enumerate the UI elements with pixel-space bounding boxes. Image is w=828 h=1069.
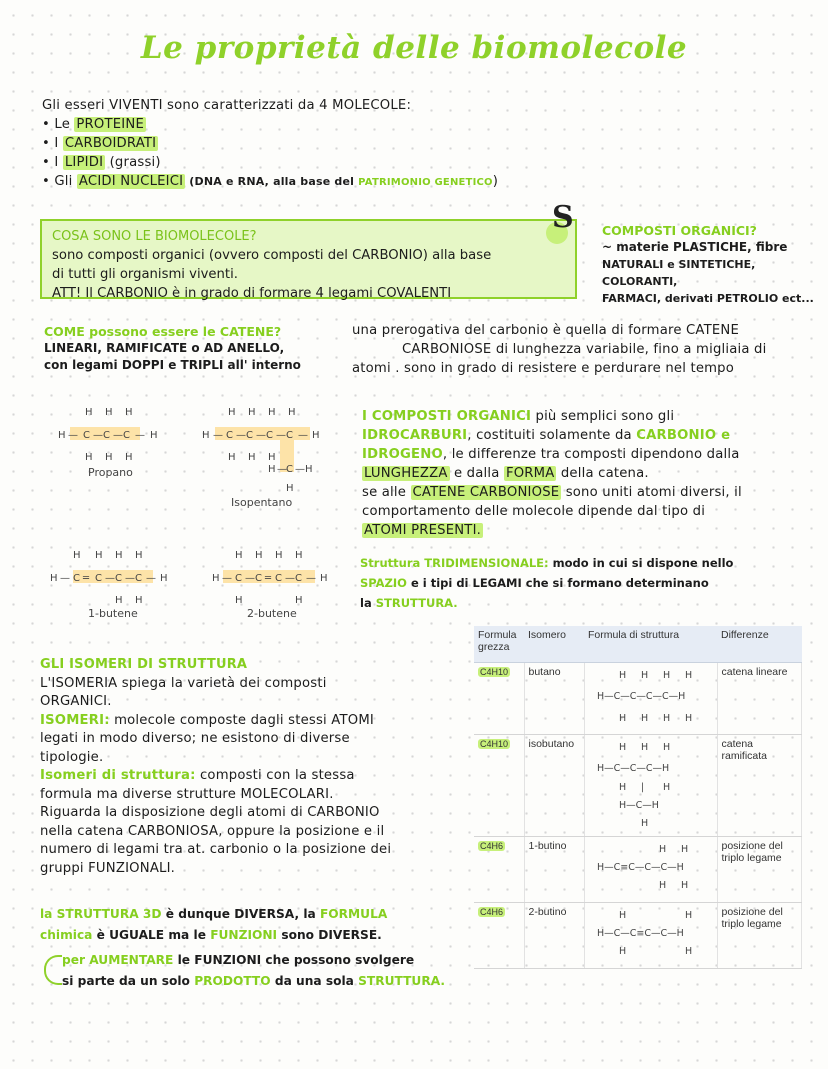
box-line1: sono composti organici (ovvero composti del CARBONIO) alla base <box>52 248 492 263</box>
svg-text:H: H <box>58 430 66 441</box>
intro-line: Gli esseri VIVENTI sono caratterizzati da 4 MOLECOLE: <box>42 98 412 113</box>
svg-text:—: — <box>146 573 156 584</box>
svg-text:H: H <box>125 452 133 463</box>
svg-text:—: — <box>113 430 123 441</box>
svg-text:H: H <box>268 407 276 418</box>
svg-text:H: H <box>212 573 220 584</box>
svg-text:C: C <box>123 430 130 441</box>
svg-text:H: H <box>295 550 303 561</box>
svg-text:—: — <box>277 464 287 475</box>
svg-text:H: H <box>288 407 296 418</box>
intro-item-lipidi: • I LIPIDI (grassi) <box>42 155 161 170</box>
propano-label: Propano <box>88 466 133 479</box>
svg-text:H—C—H: H—C—H <box>618 800 659 811</box>
prerogativa-text: una prerogativa del carbonio è quella di formare CATENE CARBONIOSE di lunghezza variabile, fino a migliaia di atomi . sono in grado di resistere e perdurare nel tempo <box>352 323 767 376</box>
table-row: C4H6 2-butino H H H—C—C≡C—C—H H H posizione del triplo legame <box>474 903 802 969</box>
svg-text:C: C <box>103 430 110 441</box>
svg-text:H: H <box>658 844 666 855</box>
svg-text:H: H <box>202 430 210 441</box>
svg-text:—: — <box>236 430 246 441</box>
intro-block <box>42 96 498 192</box>
svg-text:H: H <box>618 782 626 793</box>
svg-text:C: C <box>83 430 90 441</box>
svg-text:C: C <box>266 430 273 441</box>
svg-text:H: H <box>618 713 626 724</box>
svg-text:H: H <box>228 407 236 418</box>
svg-text:H: H <box>618 910 626 921</box>
idrocarburi-text: I COMPOSTI ORGANICI più semplici sono gli IDROCARBURI, costituiti solamente da CARBONIO e IDROGENO, le differenze tra composti dipendono dalla LUNGHEZZA e dalla FORMA della catena. se alle CATENE CARBONIOSE sono uniti atomi diversi, il comportamento delle molecole dipende dal tipo di ATOMI PRESENTI. <box>362 409 742 538</box>
butene2-molecule <box>212 550 328 620</box>
svg-text:H—C—C≡C—C—H: H—C—C≡C—C—H <box>596 928 684 939</box>
isopentano-molecule <box>202 407 320 509</box>
svg-text:H: H <box>640 713 648 724</box>
svg-text:H: H <box>125 407 133 418</box>
box-line3: ATT! Il CARBONIO è in grado di formare 4 legami COVALENTI <box>52 286 452 301</box>
svg-text:C: C <box>286 464 293 475</box>
svg-text:—: — <box>68 430 78 441</box>
table-row: C4H6 1-butino H H H—C≡C—C—C—H H H posizione del triplo legame <box>474 837 802 903</box>
svg-text:H: H <box>73 550 81 561</box>
svg-text:H: H <box>286 483 294 494</box>
svg-text:H: H <box>248 407 256 418</box>
svg-text:H: H <box>680 844 688 855</box>
svg-text:H: H <box>50 573 58 584</box>
svg-text:H: H <box>305 464 313 475</box>
svg-text:H: H <box>105 452 113 463</box>
butene1-molecule <box>50 550 168 620</box>
composti-note: COMPOSTI ORGANICI? ~ materie PLASTICHE, fibre NATURALI e SINTETICHE, COLORANTI, FARMACI, derivati PETROLIO ect... <box>602 223 814 305</box>
svg-text:—: — <box>60 573 70 584</box>
intro-item-carboidrati: • I CARBOIDRATI <box>42 136 157 151</box>
svg-text:H: H <box>658 880 666 891</box>
svg-text:C: C <box>246 430 253 441</box>
svg-text:H: H <box>160 573 168 584</box>
svg-text:—: — <box>276 430 286 441</box>
svg-text:H: H <box>618 742 626 753</box>
svg-text:H: H <box>235 595 243 606</box>
intro-item-acidi: • Gli ACIDI NUCLEICI (DNA e RNA, alla base del PATRIMONIO GENETICO) <box>42 174 499 189</box>
svg-text:H—C≡C—C—C—H: H—C≡C—C—C—H <box>596 862 684 873</box>
butene2-label: 2-butene <box>247 607 297 620</box>
svg-text:H: H <box>662 782 670 793</box>
svg-text:—: — <box>135 430 145 441</box>
col-struttura-header: Formula di struttura <box>584 626 717 663</box>
isobutano-structure <box>589 738 711 830</box>
col-isomero-header: Isomero <box>524 626 584 663</box>
svg-text:H: H <box>228 452 236 463</box>
table-row: C4H10 isobutano H H H H—C—C—C—H H | H H—C—H H catena ramificata <box>474 735 802 837</box>
svg-text:H: H <box>640 818 648 829</box>
svg-text:—: — <box>93 430 103 441</box>
svg-text:—: — <box>295 464 305 475</box>
svg-text:H: H <box>662 670 670 681</box>
svg-text:—: — <box>256 430 266 441</box>
svg-text:—: — <box>125 573 135 584</box>
s-doodle-icon: S <box>552 200 574 235</box>
svg-text:—: — <box>222 573 232 584</box>
isomeri-text: GLI ISOMERI DI STRUTTURA L'ISOMERIA spiega la varietà dei composti ORGANICI. ISOMERI: molecole composte dagli stessi ATOMI legati in modo diverso; ne esistono di diverse tipologie. Isomeri di struttura: composti con la stessa formula ma diverse strutture MOLECOLARI. Riguarda la disposizione degli atomi di CARBONIO nella catena CARBONIOSA, oppure la posizione e il numero di legami tra at. carbonio o la posizione dei gruppi FUNZIONALI. <box>40 657 392 876</box>
svg-text:H: H <box>85 452 93 463</box>
svg-text:═: ═ <box>265 573 272 584</box>
svg-text:H: H <box>684 946 692 957</box>
svg-text:═: ═ <box>83 573 90 584</box>
svg-text:H: H <box>618 670 626 681</box>
svg-text:—: — <box>298 430 308 441</box>
svg-text:H: H <box>248 452 256 463</box>
molecules-diagram <box>40 400 340 630</box>
svg-text:H—C—C—C—H: H—C—C—C—H <box>596 763 669 774</box>
struttura3d-text: Struttura TRIDIMENSIONALE: modo in cui si dispone nello SPAZIO e i tipi di LEGAMI che si formano determinano la STRUTTURA. <box>360 556 734 610</box>
svg-text:C: C <box>235 573 242 584</box>
table-row: C4H10 butano H H H H H—C—C—C—C—H H H H H catena lineare <box>474 663 802 735</box>
svg-text:H: H <box>95 550 103 561</box>
svg-text:H: H <box>640 670 648 681</box>
butene1-label: 1-butene <box>88 607 138 620</box>
svg-text:C: C <box>226 430 233 441</box>
svg-text:|: | <box>640 782 644 793</box>
propano-molecule <box>58 407 158 479</box>
svg-text:H: H <box>85 407 93 418</box>
svg-text:H: H <box>235 550 243 561</box>
butino2-structure <box>589 906 711 962</box>
svg-text:H: H <box>268 452 276 463</box>
butano-structure <box>589 666 711 726</box>
svg-text:—: — <box>306 573 316 584</box>
page-title: Le proprietà delle biomolecole <box>140 30 688 66</box>
svg-text:H: H <box>135 550 143 561</box>
butino1-structure <box>589 840 711 896</box>
box-line2: di tutti gli organismi viventi. <box>52 267 238 282</box>
conclusione-text: la STRUTTURA 3D è dunque DIVERSA, la FORMULA chimica è UGUALE ma le FUNZIONI sono DIVERSE. per AUMENTARE le FUNZIONI che possono svolgere si parte da un solo PRODOTTO da una sola STRUTTURA. <box>40 907 446 988</box>
svg-text:C: C <box>115 573 122 584</box>
svg-text:H: H <box>640 742 648 753</box>
isopentano-label: Isopentano <box>231 496 293 509</box>
svg-text:H: H <box>255 550 263 561</box>
svg-text:C: C <box>255 573 262 584</box>
svg-text:H: H <box>680 880 688 891</box>
svg-text:H: H <box>150 430 158 441</box>
col-formula-header: Formula grezza <box>474 626 524 663</box>
svg-text:C: C <box>295 573 302 584</box>
svg-text:H: H <box>618 946 626 957</box>
svg-text:C: C <box>73 573 80 584</box>
svg-text:H: H <box>115 595 123 606</box>
box-heading: COSA SONO LE BIOMOLECOLE? <box>52 229 257 244</box>
svg-text:H: H <box>684 670 692 681</box>
svg-text:C: C <box>135 573 142 584</box>
svg-text:H: H <box>295 595 303 606</box>
svg-text:H: H <box>684 713 692 724</box>
svg-text:—: — <box>105 573 115 584</box>
svg-text:H—C—C—C—C—H: H—C—C—C—C—H <box>596 691 685 702</box>
isomeri-table <box>474 626 802 969</box>
svg-text:H: H <box>135 595 143 606</box>
catene-note: COME possono essere le CATENE? LINEARI, RAMIFICATE o AD ANELLO, con legami DOPPI e TRIPLI all' interno <box>44 324 301 372</box>
svg-text:H: H <box>684 910 692 921</box>
svg-text:H: H <box>115 550 123 561</box>
svg-text:H: H <box>268 464 276 475</box>
biomolecole-box <box>40 219 577 299</box>
svg-text:C: C <box>286 430 293 441</box>
svg-text:—: — <box>285 573 295 584</box>
svg-text:—: — <box>245 573 255 584</box>
svg-text:C: C <box>95 573 102 584</box>
svg-text:H: H <box>312 430 320 441</box>
svg-text:H: H <box>662 742 670 753</box>
svg-text:H: H <box>275 550 283 561</box>
svg-text:H: H <box>105 407 113 418</box>
col-differenze-header: Differenze <box>717 626 802 663</box>
svg-text:H: H <box>320 573 328 584</box>
svg-text:H: H <box>662 713 670 724</box>
svg-text:C: C <box>275 573 282 584</box>
intro-item-proteine: • Le PROTEINE <box>42 117 144 132</box>
svg-text:—: — <box>213 430 223 441</box>
